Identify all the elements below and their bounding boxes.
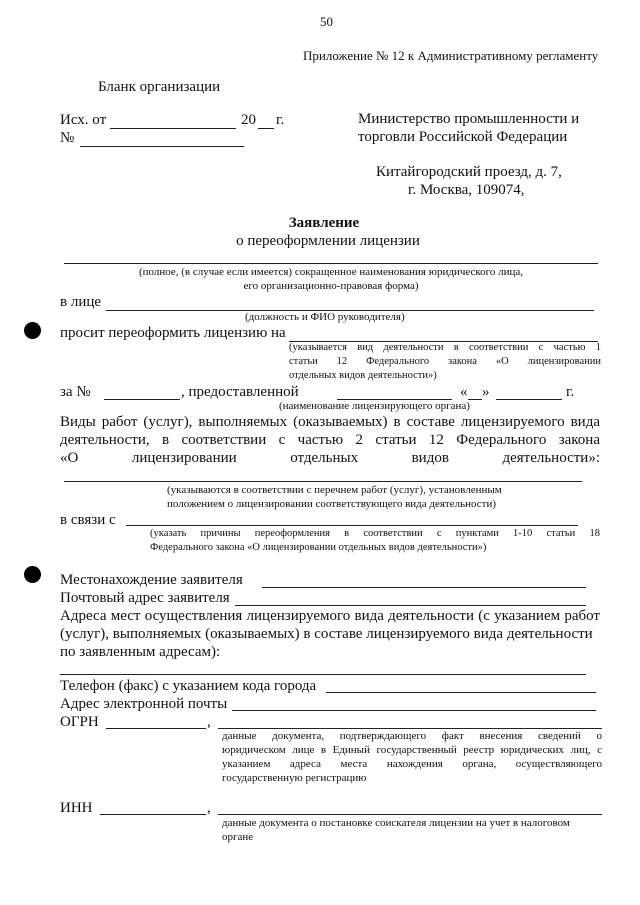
hole-punch-mark <box>24 566 41 583</box>
places-text-2: (услуг), выполняемых (оказываемых) в составе лицензируемого вида деятельности <box>60 626 593 642</box>
postal-label: Почтовый адрес заявителя <box>60 590 230 606</box>
works-field[interactable] <box>64 481 582 482</box>
ogrn-label: ОГРН <box>60 714 99 730</box>
places-text-1: Адреса мест осуществления лицензируемого вида деятельности (с указанием работ <box>60 608 600 624</box>
license-year-suffix: г. <box>566 384 575 400</box>
outgoing-label: Исх. от <box>60 112 107 128</box>
license-granted-label: , предоставленной <box>181 384 299 400</box>
request-hint-3: отдельных видов деятельности») <box>289 370 437 381</box>
reason-field[interactable] <box>126 525 578 526</box>
addressee-line2: торговли Российской Федерации <box>358 129 568 145</box>
hole-punch-mark <box>24 322 41 339</box>
works-hint-2: положением о лицензировании соответствующего вида деятельности) <box>167 498 497 510</box>
applicant-hint-2: его организационно-правовая форма) <box>243 280 419 292</box>
works-text-1: Виды работ (услуг), выполняемых (оказываемых) в составе лицензируемого вида <box>60 414 600 430</box>
in-person-label: в лице <box>60 294 102 310</box>
ogrn-hint-1: данные документа, подтверждающего факт внесения сведений о <box>222 730 602 742</box>
location-label: Местонахождение заявителя <box>60 572 243 588</box>
ogrn-hint-4: государственную регистрацию <box>222 772 367 784</box>
reason-hint-1: (указать причины переоформления в соответствии с пунктами 1-10 статьи 18 <box>150 528 600 539</box>
date-quote-close: » <box>482 384 490 400</box>
license-number-field[interactable] <box>104 399 180 400</box>
outgoing-number-label: № <box>60 130 75 146</box>
places-field[interactable] <box>60 674 586 675</box>
works-text-2: деятельности, в соответствии с частью 2 статьи 12 Федерального закона <box>60 432 600 448</box>
ogrn-hint-3: указанием адреса места нахождения органа, осуществляющего <box>222 758 602 770</box>
reason-hint-2: Федерального закона «О лицензировании отдельных видов деятельности») <box>150 542 487 553</box>
inn-hint-2: органе <box>222 831 254 843</box>
license-day-field[interactable] <box>468 399 482 400</box>
date-quote-open: « <box>460 384 468 400</box>
works-hint-1: (указываются в соответствии с перечнем работ (услуг), установленным <box>167 484 502 496</box>
addressee-line1: Министерство промышленности и <box>358 111 580 127</box>
ogrn-field[interactable] <box>106 728 206 729</box>
inn-document-field[interactable] <box>218 814 602 815</box>
outgoing-year-suffix: г. <box>276 112 285 128</box>
addressee-address1: Китайгородский проезд, д. 7, <box>376 164 562 180</box>
inn-field[interactable] <box>100 814 206 815</box>
inn-hint-1: данные документа о постановке соискателя лицензии на учет в налоговом <box>222 817 570 829</box>
license-month-field[interactable] <box>496 399 562 400</box>
ogrn-hint-2: юридическом лице в Единый государственный реестр юридических лиц, с <box>222 744 602 756</box>
inn-comma: , <box>207 800 211 816</box>
phone-label: Телефон (факс) с указанием кода города <box>60 678 317 694</box>
addressee-address2: г. Москва, 109074, <box>408 182 525 198</box>
applicant-hint-1: (полное, (в случае если имеется) сокращенное наименования юридического лица, <box>138 266 524 278</box>
page-number: 50 <box>320 14 333 29</box>
ogrn-document-field[interactable] <box>218 728 602 729</box>
licensing-authority-hint: (наименование лицензирующего органа) <box>279 400 470 412</box>
inn-label: ИНН <box>60 800 93 816</box>
places-text-3: по заявленным адресам): <box>60 644 221 660</box>
request-label: просит переоформить лицензию на <box>60 325 286 341</box>
document-title: Заявление <box>288 215 360 231</box>
license-no-label: за № <box>60 384 91 400</box>
in-person-hint: (должность и ФИО руководителя) <box>245 311 405 323</box>
outgoing-date-field[interactable] <box>110 128 236 129</box>
outgoing-year-field[interactable] <box>258 128 274 129</box>
reason-label: в связи с <box>60 512 116 528</box>
ogrn-comma: , <box>207 714 211 730</box>
document-subtitle: о переоформлении лицензии <box>236 233 420 249</box>
postal-field[interactable] <box>235 605 586 606</box>
email-field[interactable] <box>232 710 596 711</box>
outgoing-year: 20 <box>241 112 256 128</box>
phone-field[interactable] <box>326 692 596 693</box>
appendix-note: Приложение № 12 к Административному регламенту <box>303 48 599 63</box>
request-hint-1: (указывается вид деятельности в соответствии с частью 1 <box>289 342 601 353</box>
location-field[interactable] <box>262 587 586 588</box>
applicant-name-field[interactable] <box>64 263 598 264</box>
email-label: Адрес электронной почты <box>60 696 228 712</box>
works-text-3: «О лицензировании отдельных видов деятельности»: <box>60 450 600 466</box>
outgoing-number-field[interactable] <box>80 146 244 147</box>
org-blank-label: Бланк организации <box>98 79 221 95</box>
request-hint-2: статьи 12 Федерального закона «О лицензировании <box>289 356 601 367</box>
